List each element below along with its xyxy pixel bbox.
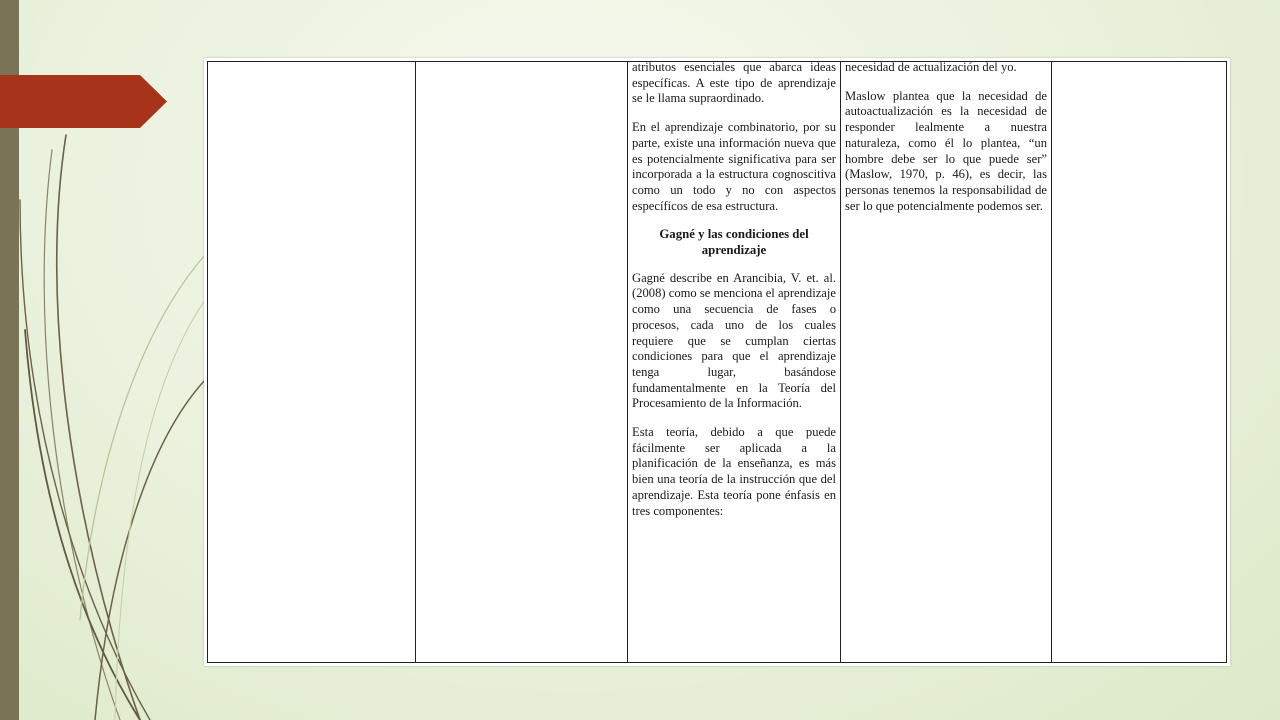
column-3-text: [628, 62, 840, 519]
section-heading: Gagné y las condiciones del aprendizaje: [659, 227, 809, 258]
table-column-1: [208, 62, 416, 662]
paragraph: necesidad de actualización del yo.: [845, 62, 1017, 74]
document-page: [204, 58, 1230, 666]
column-4-text: [841, 62, 1051, 214]
paragraph: Esta teoría, debido a que puede fácilmente ser aplicada a la planificación de la enseñanza, es más bien una teoría de la instrucción que del aprendizaje. Esta teoría pone énfasis en tres componentes:: [632, 425, 836, 518]
paragraph: En el aprendizaje combinatorio, por su parte, existe una información nueva que es potencialmente significativa para ser incorporada a la estructura cognoscitiva como un todo y no con aspectos específicos de esa estructura.: [632, 120, 836, 213]
table-column-5: [1052, 62, 1226, 662]
paragraph: Gagné describe en Arancibia, V. et. al. (2008) como se menciona el aprendizaje como una secuencia de fases o procesos, cada uno de los cuales requiere que se cumplan ciertas condiciones para que el aprendizaje tenga lugar, basándose fundamentalmente en la Teoría del Procesamiento de la Información.: [632, 270, 836, 411]
paragraph: atributos esenciales que abarca ideas específicas. A este tipo de aprendizaje se le llama supraordinado.: [632, 62, 836, 106]
arrow-tab-shape: [0, 75, 167, 128]
document-table: [207, 61, 1227, 663]
paragraph: Maslow plantea que la necesidad de autoactualización es la necesidad de responder lealmente a nuestra naturaleza, como él lo plantea, “un hombre debe ser lo que puede ser” (Maslow, 1970, p. 46), es decir, las personas tenemos la responsabilidad de ser lo que potencialmente podemos ser.: [845, 88, 1047, 213]
table-column-4: [841, 62, 1052, 662]
table-column-3: [628, 62, 841, 662]
table-column-2: [416, 62, 628, 662]
